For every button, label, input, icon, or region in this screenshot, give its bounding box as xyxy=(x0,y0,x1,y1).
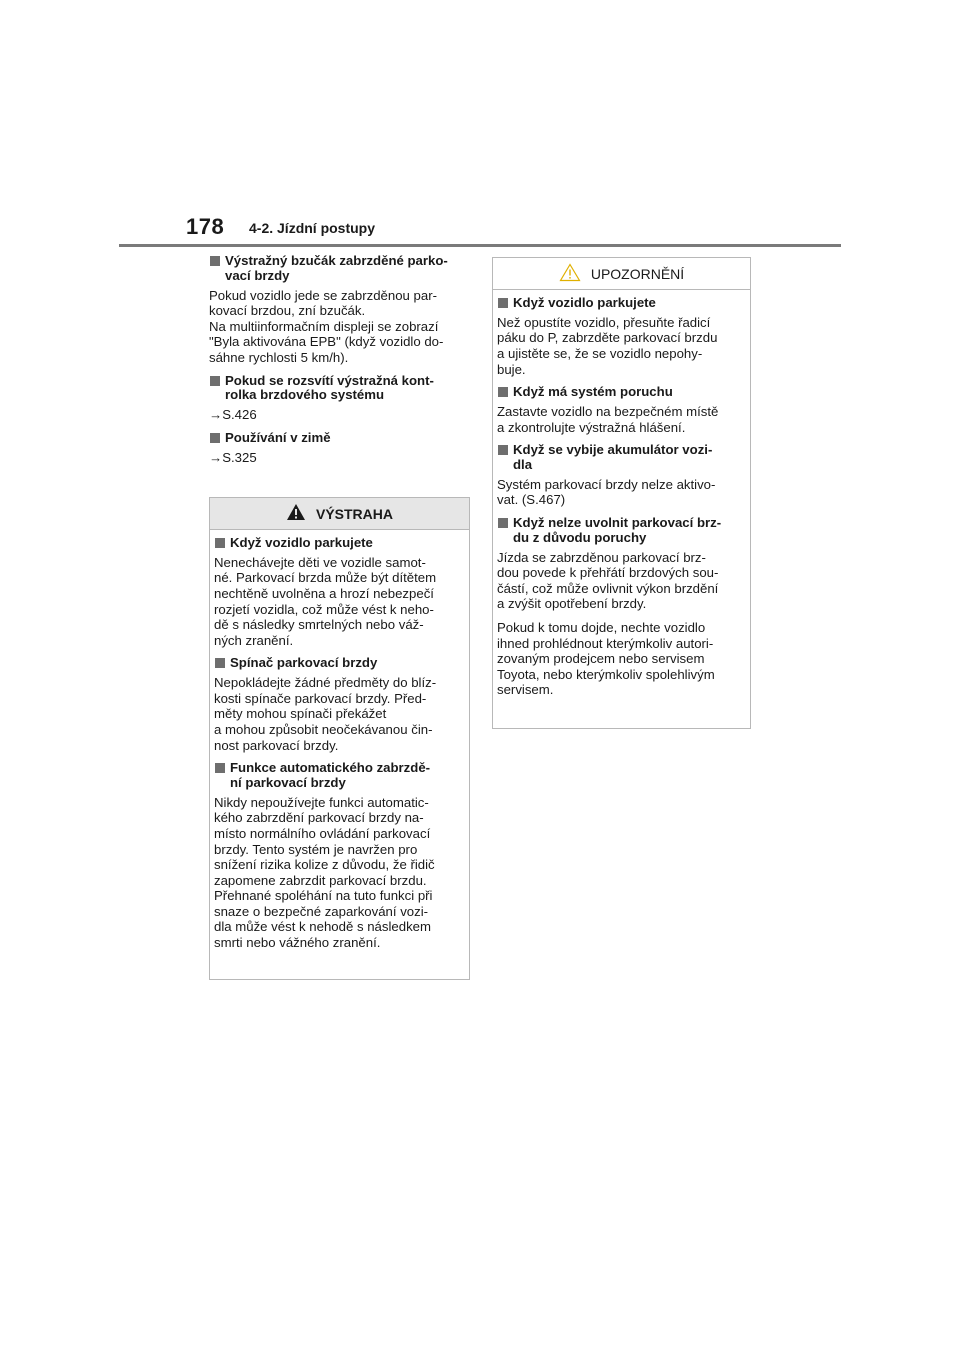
page-reference-link[interactable]: →S.325 xyxy=(209,449,257,465)
paragraph: Pokud vozidlo jede se zabrzděnou par- kovací brzdou, zní bzučák. Na multiinformačním displeji se zobrazí "Byla aktivována EPB" (když vozidlo do- sáhne rychlosti 5 km/h). xyxy=(209,287,444,365)
warning-paragraph: Nepokládejte žádné předměty do blíz- kosti spínače parkovací brzdy. Před- měty mohou spínači překážet a mohou způsobit neočekávanou čin- nost parkovací brzdy. xyxy=(214,675,437,753)
section-heading: Pokud se rozsvítí výstražná kont- rolka brzdového systému xyxy=(209,374,469,404)
square-bullet-icon xyxy=(210,256,220,266)
caution-box-header xyxy=(493,258,750,290)
warning-title: VÝSTRAHA xyxy=(315,505,393,522)
square-bullet-icon xyxy=(210,376,220,386)
warning-box-body xyxy=(210,530,469,963)
square-bullet-icon xyxy=(498,518,508,528)
warning-paragraph: Nenechávejte děti ve vozidle samot- né. Parkovací brzda může být dítětem nechtěně uvolněna a hrozí nebezpečí rozjetí vozidla, což může vést k neho- dě s následky smrtelných nebo váž- ných zranění. xyxy=(214,554,437,648)
warning-box-header xyxy=(210,498,469,530)
header-divider xyxy=(119,244,841,247)
page-number: 178 xyxy=(186,214,225,239)
left-column xyxy=(209,254,469,473)
square-bullet-icon xyxy=(498,298,508,308)
caution-paragraph: Jízda se zabrzděnou parkovací brz- dou povede k přehřátí brzdových sou- částí, což může ovlivnit výkon brzdění a zvýšit opotřebení brzdy. xyxy=(497,549,719,612)
caution-box-body xyxy=(493,290,750,710)
square-bullet-icon xyxy=(498,445,508,455)
warning-box xyxy=(209,497,470,980)
square-bullet-icon xyxy=(215,538,225,548)
caution-paragraph: Zastavte vozidlo na bezpečném místě a zkontrolujte výstražná hlášení. xyxy=(497,403,719,435)
square-bullet-icon xyxy=(210,433,220,443)
square-bullet-icon xyxy=(215,658,225,668)
warning-triangle-icon xyxy=(286,503,306,524)
square-bullet-icon xyxy=(498,387,508,397)
warning-heading: Funkce automatického zabrzdě- ní parkovací brzdy xyxy=(214,761,465,791)
section-heading: Používání v zimě xyxy=(209,431,469,446)
section-title: 4-2. Jízdní postupy xyxy=(249,220,376,236)
caution-paragraph: Pokud k tomu dojde, nechte vozidlo ihned prohlédnout kterýmkoliv autori- zovaným prodejcem nebo servisem Toyota, nebo kterýmkoliv spolehlivým servisem. xyxy=(497,619,715,698)
caution-heading: Když se vybije akumulátor vozi- dla xyxy=(497,443,746,473)
caution-paragraph: Než opustíte vozidlo, přesuňte řadicí páku do P, zabrzděte parkovací brzdu a ujistěte se, že se vozidlo nepohy- buje. xyxy=(497,314,718,377)
caution-heading: Když nelze uvolnit parkovací brz- du z důvodu poruchy xyxy=(497,516,746,546)
caution-box xyxy=(492,257,751,729)
caution-triangle-icon xyxy=(559,263,581,285)
section-heading: Výstražný bzučák zabrzděné parko- vací brzdy xyxy=(209,254,469,284)
warning-heading: Když vozidlo parkujete xyxy=(214,536,465,551)
warning-heading: Spínač parkovací brzdy xyxy=(214,656,465,671)
page-reference-link[interactable]: →S.426 xyxy=(209,407,257,423)
caution-heading: Když vozidlo parkujete xyxy=(497,296,746,311)
square-bullet-icon xyxy=(215,763,225,773)
warning-paragraph: Nikdy nepoužívejte funkci automatic- kého zabrzdění parkovací brzdy na- místo normálního ovládání parkovací brzdy. Tento systém je navržen pro snížení rizika kolize z důvodu, že řidič zapomene zabrzdit parkovací brzdu. Přehnané spoléhání na tuto funkci při snaze o bezpečné zaparkování vozi- dla může vést k nehodě s následkem smrti nebo vážného zranění. xyxy=(214,794,435,951)
caution-title: UPOZORNĚNÍ xyxy=(590,265,685,282)
caution-paragraph: Systém parkovací brzdy nelze aktivo- vat. (S.467) xyxy=(497,476,716,508)
caution-heading: Když má systém poruchu xyxy=(497,385,746,400)
